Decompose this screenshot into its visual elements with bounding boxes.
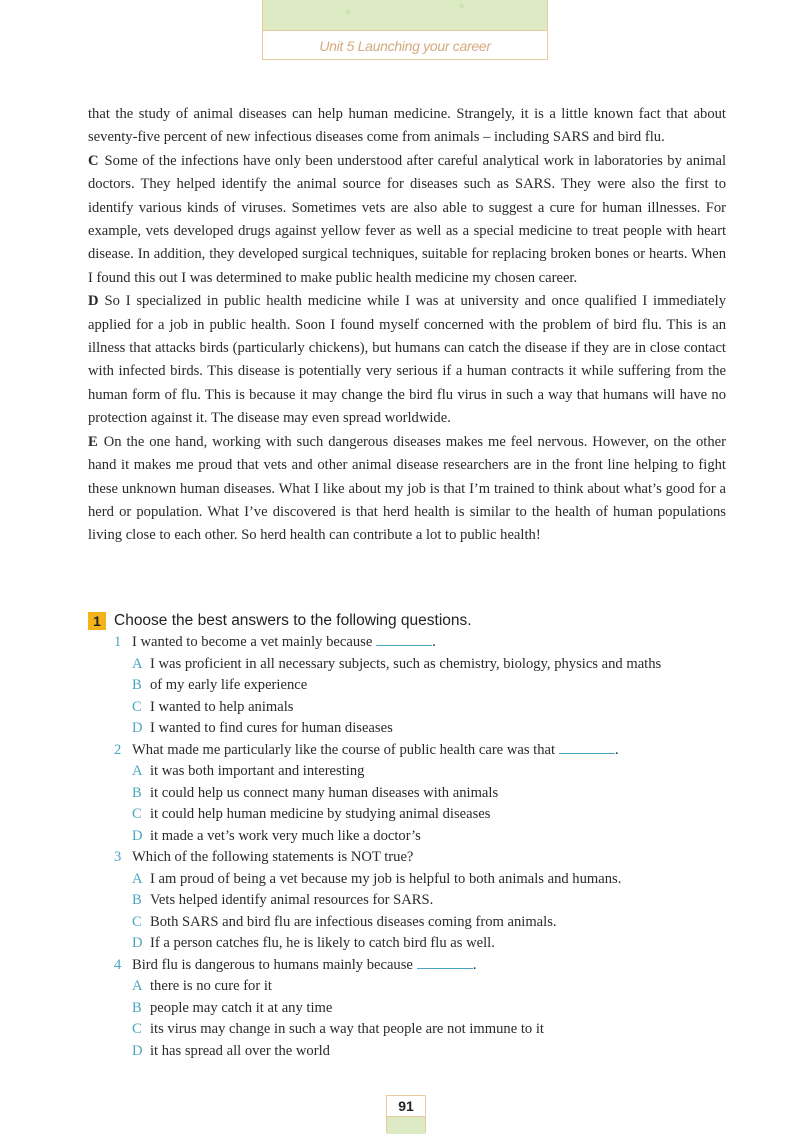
- option-letter: D: [132, 827, 143, 844]
- option-letter: A: [132, 978, 143, 994]
- answer-option-b[interactable]: [132, 890, 738, 912]
- answer-option-a[interactable]: [132, 761, 738, 783]
- page-number: 91: [387, 1096, 425, 1117]
- question-number: 1: [114, 634, 122, 650]
- option-text: people may catch it at any time: [150, 999, 333, 1016]
- question-stem: 2 What made me particularly like the course of public health care was that .: [114, 740, 738, 762]
- option-letter: B: [132, 892, 142, 908]
- question-list: [88, 632, 738, 1062]
- question-stem: [114, 847, 738, 869]
- answer-option-a[interactable]: [132, 654, 738, 676]
- paragraph-d: [88, 290, 726, 430]
- question-text: What made me particularly like the course of public health care was that: [132, 741, 556, 758]
- option-letter: A: [132, 763, 143, 779]
- option-text: Vets helped identify animal resources for SARS.: [150, 892, 434, 908]
- question-text: Bird flu is dangerous to humans mainly because: [132, 956, 413, 973]
- option-letter: C: [132, 806, 142, 822]
- answer-option-d[interactable]: [132, 933, 738, 955]
- option-letter: B: [132, 784, 142, 801]
- question-stem: 1 I wanted to become a vet mainly because .: [114, 632, 738, 654]
- option-letter: C: [132, 698, 142, 715]
- answer-option-c[interactable]: [132, 912, 738, 934]
- answer-blank[interactable]: [376, 635, 432, 646]
- answer-option-c[interactable]: [132, 1019, 738, 1041]
- answer-option-c[interactable]: [132, 697, 738, 719]
- option-text: it could help human medicine by studying animal diseases: [150, 806, 491, 822]
- option-letter: A: [132, 655, 143, 672]
- unit-title: Unit 5 Launching your career: [319, 38, 491, 54]
- answer-blank[interactable]: [417, 958, 473, 969]
- option-letter: D: [132, 720, 143, 736]
- answer-option-b[interactable]: [132, 675, 738, 697]
- passage-continuation: that the study of animal diseases can help human medicine. Strangely, it is a little known fact that about seventy-five percent of new infectious diseases come from animals – including SARS and bird flu.: [88, 106, 726, 146]
- option-letter: B: [132, 999, 142, 1016]
- question-4: [114, 955, 738, 1063]
- option-text: Both SARS and bird flu are infectious diseases coming from animals.: [150, 913, 557, 930]
- question-number: 2: [114, 741, 122, 758]
- option-letter: A: [132, 870, 143, 887]
- option-text: it has spread all over the world: [150, 1042, 330, 1059]
- answer-option-a[interactable]: [132, 976, 738, 998]
- option-letter: C: [132, 1021, 142, 1037]
- paragraph-text: Some of the infections have only been understood after careful analytical work in laboratories by animal doctors. They helped identify the animal source for diseases such as SARS. They were also the first to identify various kinds of viruses. Sometimes vets are also able to suggest a cure for human illnesses. For example, vets developed drugs against yellow fever as well as a special medicine to treat people with heart disease. In addition, they developed surgical techniques, suitable for replacing broken bones or hearts. When I found this out I was determined to make public health medicine my chosen career.: [88, 152, 726, 286]
- answer-option-d[interactable]: [132, 1041, 738, 1063]
- answer-option-b[interactable]: [132, 998, 738, 1020]
- answer-option-d[interactable]: [132, 718, 738, 740]
- question-number: 4: [114, 956, 122, 973]
- unit-header: [262, 0, 548, 60]
- page-number-decoration: [387, 1117, 425, 1134]
- answer-option-a[interactable]: [132, 869, 738, 891]
- option-text: I am proud of being a vet because my job is helpful to both animals and humans.: [150, 870, 622, 887]
- question-3: [114, 847, 738, 955]
- paragraph-text: So I specialized in public health medicine while I was at university and once qualified I immediately applied for a job in public health. Soon I found myself concerned with the problem of bird flu. This is an illness that attacks birds (particularly chickens), but humans can catch the disease if they are in close contact with infected birds. This disease is potentially very serious if a human contracts it while suffering from the human form of flu. This is because it may change the bird flu virus in such a way that humans will have no protection against it. The disease may even spread worldwide.: [88, 293, 726, 427]
- paragraph-letter: C: [88, 152, 99, 169]
- exercise-instruction: Choose the best answers to the following questions.: [114, 612, 472, 629]
- option-text: I was proficient in all necessary subjects, such as chemistry, biology, physics and maths: [150, 655, 662, 672]
- answer-option-c[interactable]: [132, 804, 738, 826]
- question-text: I wanted to become a vet mainly because: [132, 634, 373, 650]
- answer-option-b[interactable]: [132, 783, 738, 805]
- option-text: it was both important and interesting: [150, 763, 365, 779]
- question-number: 3: [114, 849, 122, 865]
- exercise-section: [88, 610, 738, 1062]
- paragraph-letter: D: [88, 293, 99, 310]
- answer-blank[interactable]: [559, 743, 615, 754]
- option-text: there is no cure for it: [150, 978, 272, 994]
- question-2: [114, 740, 738, 848]
- exercise-heading: [88, 610, 738, 632]
- option-text: I wanted to find cures for human diseases: [150, 720, 393, 736]
- question-1: [114, 632, 738, 740]
- paragraph-e: [88, 431, 726, 548]
- option-text: I wanted to help animals: [150, 698, 294, 715]
- page-number-box: [386, 1095, 426, 1133]
- question-text: Which of the following statements is NOT true?: [132, 849, 414, 865]
- option-text: it could help us connect many human diseases with animals: [150, 784, 499, 801]
- paragraph-letter: E: [88, 433, 98, 450]
- option-letter: B: [132, 677, 142, 693]
- option-text: If a person catches flu, he is likely to catch bird flu as well.: [150, 935, 495, 951]
- option-text: it made a vet’s work very much like a doctor’s: [150, 827, 421, 844]
- exercise-number-badge: 1: [88, 612, 106, 630]
- option-letter: D: [132, 1042, 143, 1059]
- paragraph-c: [88, 150, 726, 290]
- header-decoration: [263, 0, 547, 31]
- paragraph-text: On the one hand, working with such dangerous diseases makes me feel nervous. However, on the other hand it makes me proud that vets and other animal disease researchers are in the front line helping to fight these unknown human diseases. What I like about my job is that I’m trained to think about what’s good for a herd or population. What I’ve discovered is that herd health is similar to the health of human populations living close to each other. So herd health can contribute a lot to public health!: [88, 433, 726, 544]
- answer-option-d[interactable]: [132, 826, 738, 848]
- question-stem: 4 Bird flu is dangerous to humans mainly because .: [114, 955, 738, 977]
- option-letter: D: [132, 935, 143, 951]
- option-text: its virus may change in such a way that people are not immune to it: [150, 1021, 544, 1037]
- reading-passage: [88, 103, 726, 548]
- option-text: of my early life experience: [150, 677, 308, 693]
- option-letter: C: [132, 913, 142, 930]
